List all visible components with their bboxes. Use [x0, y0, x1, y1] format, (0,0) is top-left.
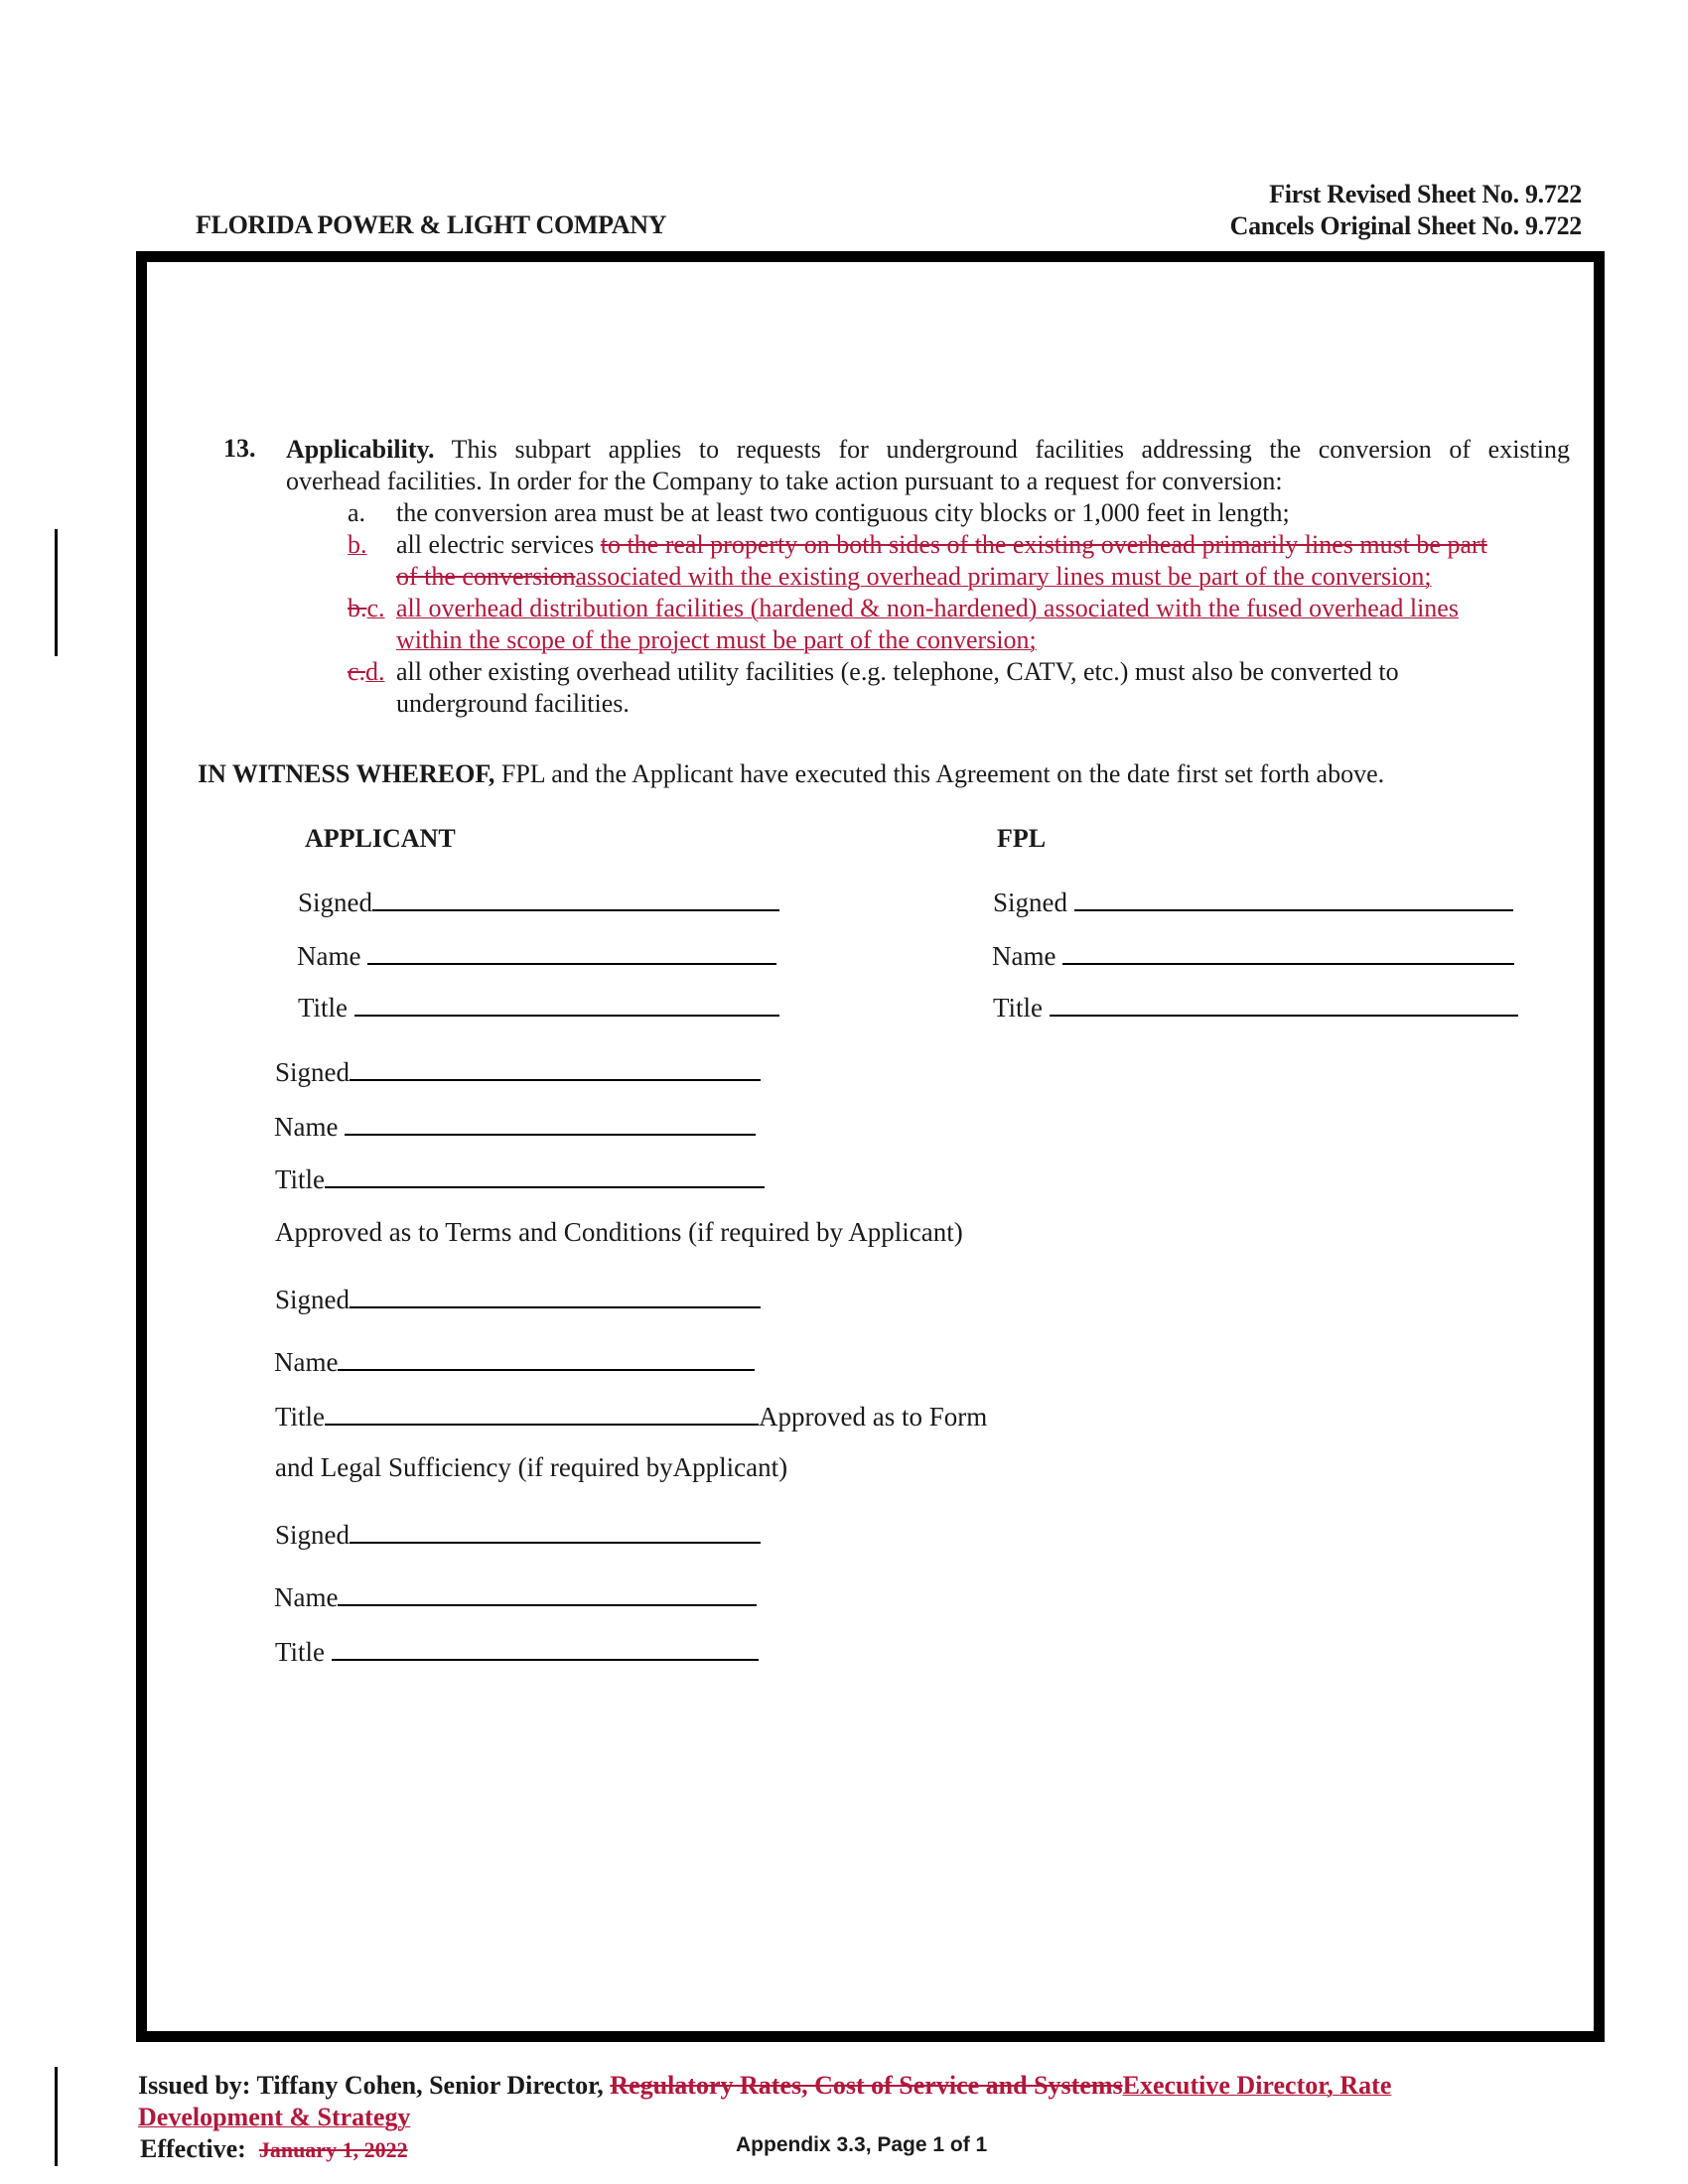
- fpl-name-field[interactable]: [1062, 939, 1514, 965]
- item-c-letter: [348, 593, 385, 624]
- company-name: FLORIDA POWER & LIGHT COMPANY: [196, 210, 667, 239]
- name-label: Name: [274, 1582, 339, 1612]
- item-b-inserted-text: associated with the existing overhead primary lines must be part of the conversion;: [575, 562, 1432, 591]
- item-a-letter: a.: [348, 498, 366, 527]
- applicant-title-field[interactable]: [354, 991, 779, 1017]
- applicant-name-field[interactable]: [367, 939, 776, 965]
- witness-clause: [198, 758, 1384, 790]
- item-b-letter: b.: [348, 530, 367, 559]
- item-d-deleted-letter: c.: [348, 657, 366, 686]
- second-name-field[interactable]: [345, 1110, 756, 1136]
- effective-label: Effective:: [140, 2134, 246, 2163]
- signed-label: Signed: [298, 887, 373, 917]
- fourth-title-row: [275, 1635, 759, 1668]
- issued-by-inserted-title-2: Development & Strategy: [138, 2103, 411, 2131]
- item-a-text: the conversion area must be at least two contiguous city blocks or 1,000 feet in length;: [396, 498, 1290, 527]
- second-name-row: [274, 1110, 756, 1143]
- sheet-cancels: Cancels Original Sheet No. 9.722: [1229, 211, 1582, 240]
- section-heading: Applicability.: [286, 435, 435, 464]
- name-label: Name: [274, 1347, 339, 1377]
- name-label: Name: [297, 941, 361, 971]
- third-title-row: [275, 1400, 987, 1433]
- intro-text-1: This subpart applies to requests for underground facilities addressing the conversion of existing: [434, 435, 1570, 464]
- witness-bold: IN WITNESS WHEREOF,: [198, 759, 495, 788]
- item-d-letter: [348, 656, 385, 688]
- second-signed-field[interactable]: [350, 1055, 761, 1081]
- fourth-name-row: [274, 1580, 757, 1613]
- item-b-plain-text: all electric services: [396, 530, 601, 559]
- item-b-deleted-text-2: of the conversion: [396, 562, 576, 591]
- approved-form-text-2: and Legal Sufficiency (if required byApplicant): [275, 1452, 788, 1482]
- change-bar: [55, 529, 58, 656]
- fpl-heading: FPL: [997, 824, 1047, 853]
- appendix-page-number: Appendix 3.3, Page 1 of 1: [736, 2133, 988, 2156]
- applicant-name-row: [297, 939, 776, 972]
- title-label: Title: [298, 993, 349, 1023]
- fpl-signed-row: [993, 886, 1513, 918]
- applicant-title-row: [298, 991, 779, 1024]
- item-b-deleted-text: to the real property on both sides of the existing overhead primarily lines must be part: [600, 530, 1487, 559]
- section-13-intro: [286, 434, 1570, 497]
- item-c-deleted-letter: b.: [348, 594, 367, 622]
- intro-text-2: overhead facilities. In order for the Company to take action pursuant to a request for conversion:: [286, 467, 1283, 495]
- effective-deleted-date: January 1, 2022: [258, 2137, 408, 2162]
- title-label: Title: [275, 1637, 326, 1667]
- applicant-signed-row: [298, 886, 779, 918]
- second-title-row: [275, 1162, 765, 1195]
- name-label: Name: [992, 941, 1056, 971]
- name-label: Name: [274, 1112, 339, 1142]
- signed-label: Signed: [275, 1057, 351, 1087]
- third-name-field[interactable]: [338, 1345, 755, 1371]
- third-title-field[interactable]: [325, 1400, 759, 1426]
- signed-label: Signed: [275, 1285, 351, 1314]
- signed-label: Signed: [275, 1520, 351, 1550]
- fourth-title-field[interactable]: [332, 1635, 759, 1661]
- issued-by-inserted-title: Executive Director, Rate: [1122, 2071, 1392, 2100]
- item-c-line2: within the scope of the project must be part of the conversion;: [396, 625, 1037, 654]
- fourth-signed-row: [275, 1518, 761, 1551]
- effective-line: [140, 2133, 408, 2166]
- issued-by-label: Issued by:: [138, 2071, 251, 2100]
- third-name-row: [274, 1345, 755, 1378]
- sheet-number-block: [1230, 179, 1582, 242]
- title-label: Title: [993, 993, 1044, 1023]
- third-signed-field[interactable]: [350, 1283, 761, 1308]
- issued-by-line: [138, 2070, 1391, 2102]
- item-b-line1: [396, 529, 1583, 561]
- issued-by-name: Tiffany Cohen, Senior Director,: [250, 2071, 611, 2100]
- approved-form-text: Approved as to Form: [759, 1402, 988, 1432]
- title-label: Title: [275, 1402, 326, 1432]
- section-number: 13.: [223, 434, 256, 463]
- item-d-line2: underground facilities.: [396, 689, 630, 718]
- second-title-field[interactable]: [325, 1162, 765, 1188]
- item-c-line1: all overhead distribution facilities (hardened & non-hardened) associated with the fused overhead lines: [396, 594, 1459, 622]
- second-signed-row: [275, 1055, 761, 1088]
- third-signed-row: [275, 1283, 761, 1315]
- fpl-title-row: [993, 991, 1518, 1024]
- title-label: Title: [275, 1164, 326, 1194]
- item-c-inserted-letter: c.: [366, 594, 385, 622]
- issued-by-deleted-title: Regulatory Rates, Cost of Service and Systems: [610, 2071, 1123, 2100]
- item-d-line1: all other existing overhead utility facilities (e.g. telephone, CATV, etc.) must also be converted to: [396, 657, 1399, 686]
- fpl-signed-field[interactable]: [1074, 886, 1513, 911]
- item-d-inserted-letter: d.: [365, 657, 385, 686]
- fpl-title-field[interactable]: [1050, 991, 1518, 1017]
- applicant-heading: APPLICANT: [305, 824, 456, 853]
- item-b-line2: [396, 561, 1432, 593]
- fourth-name-field[interactable]: [338, 1580, 757, 1606]
- witness-text: FPL and the Applicant have executed this Agreement on the date first set forth above.: [494, 759, 1385, 788]
- change-bar: [55, 2067, 58, 2166]
- fpl-name-row: [992, 939, 1514, 972]
- approved-terms-text: Approved as to Terms and Conditions (if required by Applicant): [275, 1217, 963, 1247]
- applicant-signed-field[interactable]: [372, 886, 779, 911]
- fourth-signed-field[interactable]: [350, 1518, 761, 1544]
- signed-label: Signed: [993, 887, 1068, 917]
- sheet-revision: First Revised Sheet No. 9.722: [1269, 180, 1582, 208]
